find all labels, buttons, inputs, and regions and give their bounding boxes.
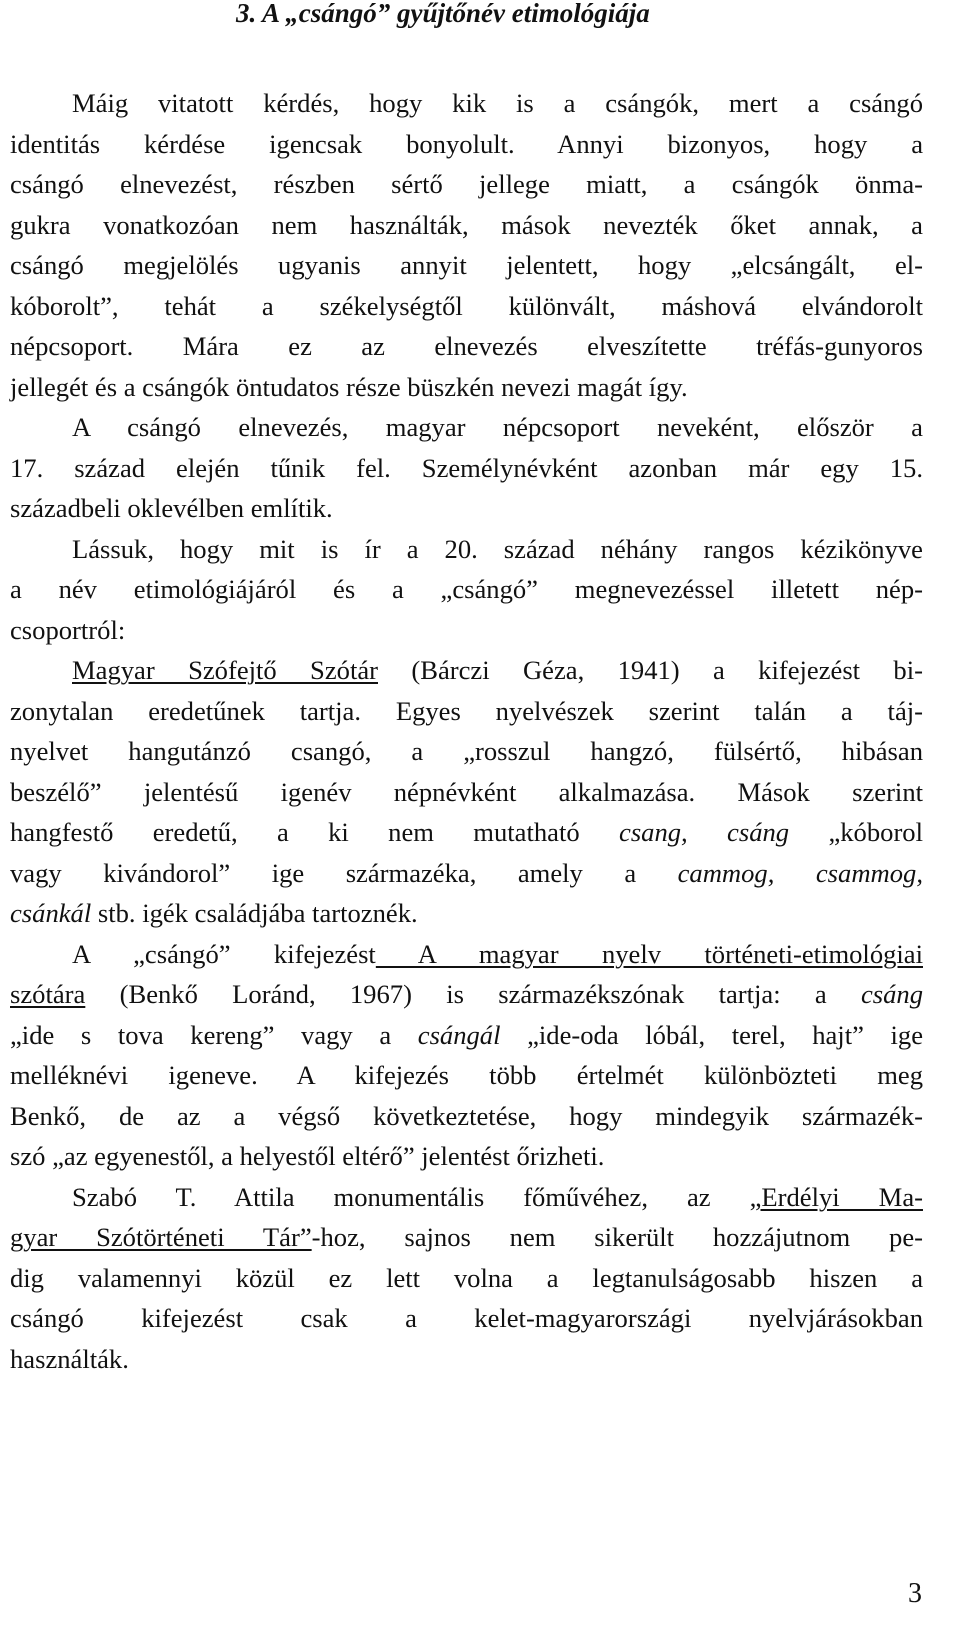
text-line — [10, 1055, 923, 1096]
text-segment: Lássuk, hogy mit is ír a 20. század néhány rangos kézikönyve — [72, 533, 923, 564]
page-number: 3 — [908, 1578, 922, 1609]
text-line — [10, 691, 923, 732]
text-line — [10, 367, 923, 408]
text-segment: csángó kifejezést csak a kelet-magyarországi nyelvjárásokban — [10, 1303, 923, 1333]
text-segment: Máig vitatott kérdés, hogy kik is a csángók, mert a csángó — [72, 88, 923, 118]
text-segment: szó „az egyenestől, a helyestől eltérő” jelentést őrizheti. — [10, 1141, 605, 1171]
underlined-text: gyar Szótörténeti Tár” — [10, 1222, 312, 1252]
section-heading: 3. A „csángó” gyűjtőnév etimológiája — [236, 0, 650, 28]
text-line — [10, 1015, 923, 1056]
text-line — [10, 448, 923, 489]
text-line — [10, 1298, 923, 1339]
text-segment: zonytalan eredetűnek tartja. Egyes nyelvészek szerint talán a táj- — [10, 695, 923, 726]
italic-text: csáng — [860, 979, 923, 1009]
text-segment: csoportról: — [10, 614, 126, 645]
text-line — [10, 326, 923, 367]
text-line — [10, 488, 923, 529]
text-segment: a név etimológiájáról és a „csángó” megnevezéssel illetett nép- — [10, 574, 923, 604]
text-segment: használták. — [10, 1343, 129, 1374]
text-line — [10, 610, 923, 651]
text-segment: csángó megjelölés ugyanis annyit jelentett, hogy „elcsángált, el- — [10, 250, 923, 280]
text-line — [10, 1339, 923, 1380]
text-segment: népcsoport. Mára ez az elnevezés elveszítette tréfás-gunyoros — [10, 331, 923, 361]
underlined-text: A magyar nyelv történeti-etimológiai — [375, 938, 923, 969]
text-line — [10, 893, 923, 934]
text-line — [10, 286, 923, 327]
text-line — [10, 83, 923, 124]
italic-text: csángál — [417, 1019, 501, 1050]
text-segment: A „csángó” kifejezést — [72, 938, 376, 969]
text-line — [10, 772, 923, 813]
text-segment: beszélő” jelentésű igenév népnévként alkalmazása. Mások szerint — [10, 776, 923, 807]
text-segment: A csángó elnevezés, magyar népcsoport neveként, először a — [72, 412, 923, 442]
text-line — [10, 934, 923, 975]
underlined-text: „Erdélyi Ma- — [749, 1181, 923, 1212]
text-line — [10, 650, 923, 691]
text-segment: nyelvet hangutánzó csangó, a „rosszul hangzó, fülsértő, hibásan — [10, 736, 923, 766]
text-segment: (Bárczi Géza, 1941) a kifejezést bi- — [378, 655, 923, 685]
text-segment: melléknévi igeneve. A kifejezés több értelmét különbözteti meg — [10, 1060, 923, 1090]
text-line — [10, 974, 923, 1015]
text-segment: Szabó T. Attila monumentális főművéhez, az — [72, 1181, 750, 1212]
text-line — [10, 164, 923, 205]
text-segment: (Benkő Loránd, 1967) is származékszónak tartja: a — [85, 979, 861, 1009]
underlined-text: szótára — [10, 979, 86, 1009]
text-line — [10, 569, 923, 610]
text-segment: hangfestő eredetű, a ki nem mutatható — [10, 817, 620, 847]
underlined-text: Magyar Szófejtő Szótár — [72, 655, 378, 685]
text-segment: vagy kivándorol” ige származéka, amely a — [10, 857, 678, 888]
text-segment: jellegét és a csángók öntudatos része büszkén nevezi magát így. — [10, 371, 688, 402]
text-segment: stb. igék családjába tartoznék. — [91, 898, 418, 928]
text-segment: „kóborol — [789, 817, 923, 847]
text-line — [10, 853, 923, 894]
italic-text: csang, csáng — [619, 817, 790, 847]
text-line — [10, 731, 923, 772]
text-segment: csángó elnevezést, részben sértő jellege miatt, a csángók önma- — [10, 169, 923, 199]
text-segment: -hoz, sajnos nem sikerült hozzájutnom pe- — [311, 1222, 924, 1252]
text-segment: identitás kérdése igencsak bonyolult. Annyi bizonyos, hogy a — [10, 128, 923, 159]
text-segment: 17. század elején tűnik fel. Személynévként azonban már egy 15. — [10, 452, 923, 483]
text-segment: „ide-oda lóbál, terel, hajt” ige — [500, 1019, 923, 1050]
text-line — [10, 205, 923, 246]
text-line — [10, 529, 923, 570]
italic-text: cammog, csammog, — [677, 857, 923, 888]
text-line — [10, 1136, 923, 1177]
text-segment: dig valamennyi közül ez lett volna a legtanulságosabb hiszen a — [10, 1262, 923, 1293]
text-line — [10, 1177, 923, 1218]
text-segment: „ide s tova kereng” vagy a — [10, 1019, 418, 1050]
text-line — [10, 407, 923, 448]
text-line — [10, 1258, 923, 1299]
text-line — [10, 124, 923, 165]
text-segment: kóborolt”, tehát a székelységtől különvált, máshová elvándorolt — [10, 290, 923, 321]
text-line — [10, 1096, 923, 1137]
text-segment: századbeli oklevélben említik. — [10, 493, 333, 523]
italic-text: csánkál — [10, 898, 92, 928]
text-segment: gukra vonatkozóan nem használták, mások nevezték őket annak, a — [10, 209, 923, 240]
text-segment: Benkő, de az a végső következtetése, hogy mindegyik származék- — [10, 1100, 923, 1131]
text-line — [10, 812, 923, 853]
text-line — [10, 245, 923, 286]
body-text — [10, 83, 923, 1379]
text-line — [10, 1217, 923, 1258]
